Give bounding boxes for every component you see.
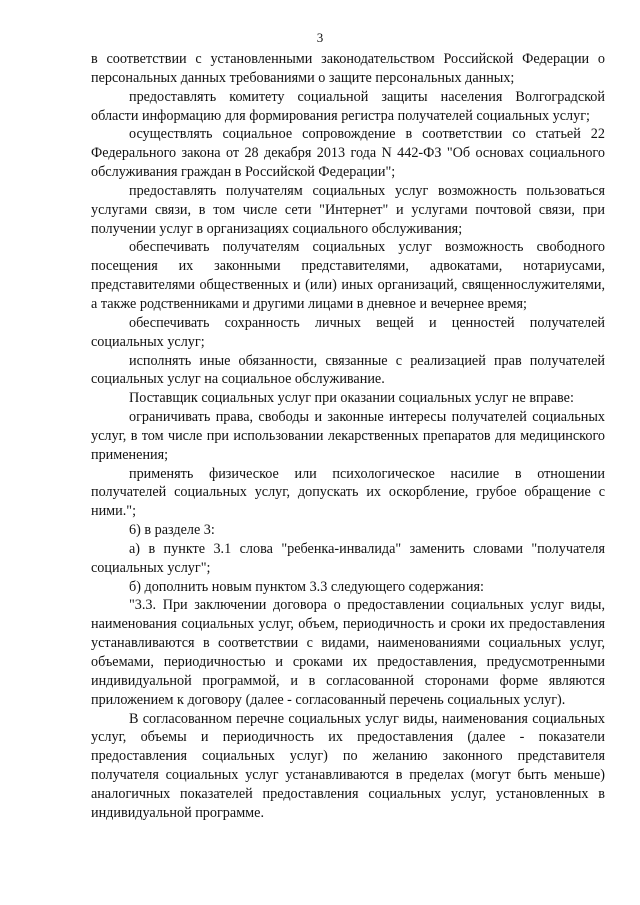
document-body xyxy=(91,50,605,823)
paragraph-item-3-3-text: "3.3. При заключении договора о предоставлении социальных услуг виды, наименования социальных услуг, объем, периодичность и сроки их предоставления устанавливаются в соответствии с видами, наименованиями социальных услуг, объемами, периодичностью и сроками их предоставления, предусмотренными индивидуальной программой, и в согласованной сторонами форме являются приложением к договору (далее - согласованный перечень социальных услуг). xyxy=(91,597,605,708)
paragraph-social-support: осуществлять социальное сопровождение в соответствии со статьей 22 Федерального закона от 28 декабря 2013 года N 442-ФЗ "Об основах социального обслуживания граждан в Российской Федерации"; xyxy=(91,126,605,181)
paragraph-other-duties: исполнять иные обязанности, связанные с реализацией прав получателей социальных услуг на социальное обслуживание. xyxy=(91,352,605,388)
paragraph-register-information: предоставлять комитету социальной защиты населения Волгоградской области информацию для формирования регистра получателей социальных услуг; xyxy=(91,88,605,124)
paragraph-communication-services: предоставлять получателям социальных услуг возможность пользоваться услугами связи, в том числе сети "Интернет" и услугами почтовой связи, при получении услуг в организациях социального обслуживания; xyxy=(91,182,605,237)
paragraph-belongings-safety: обеспечивать сохранность личных вещей и ценностей получателей социальных услуг; xyxy=(91,314,605,350)
paragraph-violence-prohibition: применять физическое или психологическое насилие в отношении получателей социальных услуг, допускать их оскорбление, грубое обращение с ними."; xyxy=(91,465,605,520)
paragraph-personal-data-protection: в соответствии с установленными законодательством Российской Федерации о персональных данных требованиями о защите персональных данных; xyxy=(91,51,605,86)
paragraph-free-visits: обеспечивать получателям социальных услуг возможность свободного посещения их законными представителями, адвокатами, нотариусами, представителями общественных и (или) иных организаций, священнослужителями, а также родственниками и другими лицами в дневное и вечернее время; xyxy=(91,239,605,312)
page-number: 3 xyxy=(316,30,324,45)
paragraph-item-3-1-amendment: а) в пункте 3.1 слова "ребенка-инвалида" заменить словами "получателя социальных услуг"; xyxy=(91,540,605,576)
paragraph-section-3: 6) в разделе 3: xyxy=(129,522,215,539)
paragraph-new-item-3-3: б) дополнить новым пунктом 3.3 следующего содержания: xyxy=(129,578,484,595)
paragraph-provider-prohibitions: Поставщик социальных услуг при оказании социальных услуг не вправе: xyxy=(129,390,574,407)
paragraph-rights-restriction: ограничивать права, свободы и законные интересы получателей социальных услуг, в том числе при использовании лекарственных препаратов для медицинского применения; xyxy=(91,409,605,463)
paragraph-agreed-list: В согласованном перечне социальных услуг виды, наименования социальных услуг, объемы и периодичность их предоставления (далее - показатели предоставления социальных услуг) по желанию законного представителя получателя социальных услуг устанавливаются в пределах (могут быть меньше) аналогичных показателей предоставления социальных услуг, установленных в индивидуальной программе. xyxy=(91,710,605,821)
